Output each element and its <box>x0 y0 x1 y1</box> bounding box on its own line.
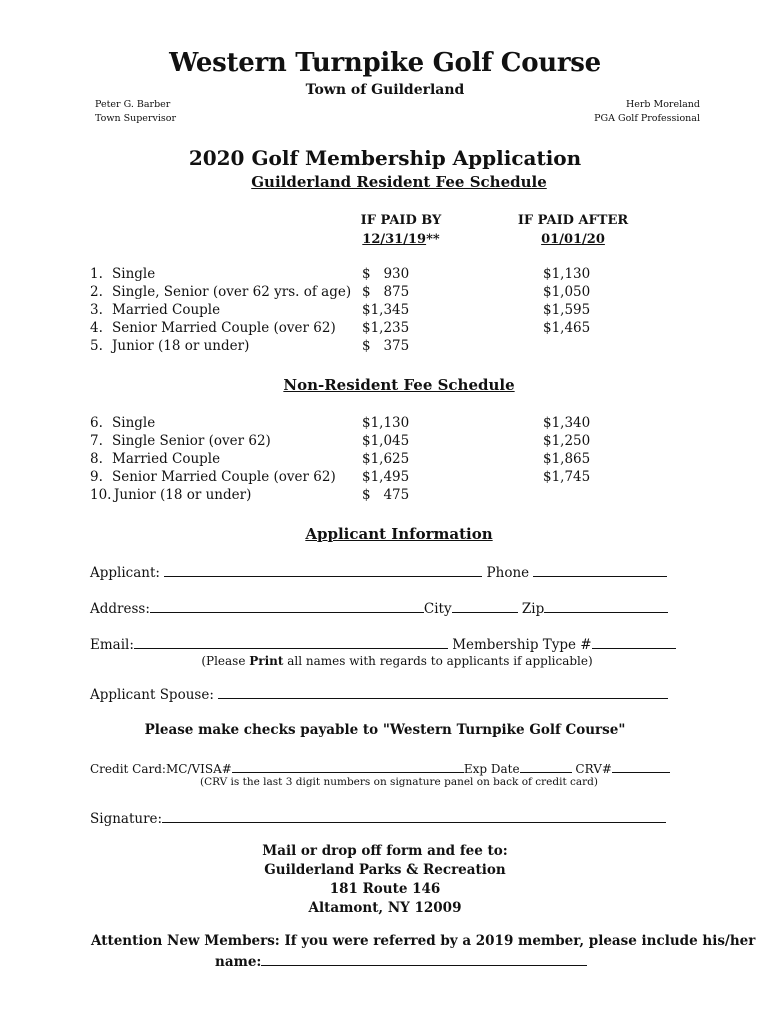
fee-row <box>0 451 770 469</box>
resident-heading: Guilderland Resident Fee Schedule <box>251 173 547 191</box>
spouse-label: Applicant Spouse: <box>90 687 214 703</box>
applicant-line <box>90 564 667 581</box>
col-paid-after-header <box>508 211 638 249</box>
pro-role: PGA Golf Professional <box>594 113 700 124</box>
email-field[interactable] <box>134 636 448 649</box>
pro-name: Herb Moreland <box>625 99 700 110</box>
fee-row <box>0 338 770 356</box>
spouse-field[interactable] <box>218 686 668 699</box>
credit-card-line <box>90 760 670 776</box>
fee-number: 1. <box>90 266 103 282</box>
col-paid-by-header <box>346 211 456 249</box>
col-paid-after-date: 01/01/20 <box>541 232 605 247</box>
fee-row <box>0 433 770 451</box>
address-label: Address: <box>90 601 150 617</box>
email-label: Email: <box>90 637 134 653</box>
referrer-line <box>215 953 587 970</box>
fee-row <box>0 415 770 433</box>
fee-after: $1,050 <box>543 284 591 300</box>
fee-number: 8. <box>90 451 103 467</box>
fee-row <box>0 320 770 338</box>
fee-after: $1,745 <box>543 469 591 485</box>
fee-before: $1,045 <box>362 433 410 449</box>
checks-payable-note: Please make checks payable to "Western Turnpike Golf Course" <box>144 722 626 738</box>
col-paid-by-date: 12/31/19 <box>362 232 427 247</box>
fee-before: $1,495 <box>362 469 410 485</box>
fee-row <box>0 469 770 487</box>
zip-label: Zip <box>521 601 545 617</box>
crv-label: CRV# <box>575 762 612 776</box>
fee-before: $ 930 <box>362 266 410 282</box>
col-paid-by-date-line <box>346 230 456 249</box>
spouse-line <box>90 686 668 703</box>
fee-name: Single <box>112 415 156 431</box>
fee-number: 3. <box>90 302 103 318</box>
print-note-end: all names with regards to applicants if applicable) <box>283 654 593 668</box>
fee-name: Married Couple <box>112 302 221 318</box>
supervisor-role: Town Supervisor <box>95 113 177 124</box>
referrer-name-field[interactable] <box>261 953 587 966</box>
signature-label: Signature: <box>90 811 163 827</box>
col-paid-after-label: IF PAID AFTER <box>517 213 629 228</box>
fee-name: Married Couple <box>112 451 221 467</box>
signature-field[interactable] <box>162 810 666 823</box>
col-paid-by-suffix: ** <box>426 232 440 247</box>
pro-block <box>594 98 700 126</box>
crv-note: (CRV is the last 3 digit numbers on signature panel on back of credit card) <box>199 776 599 788</box>
mail-line-2: Guilderland Parks & Recreation <box>264 862 506 878</box>
phone-label: Phone <box>486 565 530 581</box>
fee-after: $1,865 <box>543 451 591 467</box>
credit-card-label: Credit Card:MC/VISA# <box>90 762 232 776</box>
print-note-start: (Please <box>201 654 250 668</box>
city-label: City <box>423 601 452 617</box>
fee-name: Single Senior (over 62) <box>112 433 271 449</box>
fee-before: $1,235 <box>362 320 410 336</box>
fee-before: $1,130 <box>362 415 410 431</box>
fee-name: Junior (18 or under) <box>112 338 250 354</box>
email-line <box>90 636 676 653</box>
fee-name: Single, Senior (over 62 yrs. of age) <box>112 284 352 300</box>
fee-name: Junior (18 or under) <box>114 487 252 503</box>
fee-after: $1,340 <box>543 415 591 431</box>
fee-before: $ 475 <box>362 487 410 503</box>
city-field[interactable] <box>452 600 518 613</box>
mail-instructions <box>0 842 770 918</box>
membership-type-field[interactable] <box>592 636 676 649</box>
fee-after: $1,595 <box>543 302 591 318</box>
fee-number: 10. <box>90 487 112 503</box>
mail-line-1: Mail or drop off form and fee to: <box>262 843 508 859</box>
applicant-field[interactable] <box>164 564 482 577</box>
application-title: 2020 Golf Membership Application <box>188 146 582 170</box>
attention-line: Attention New Members: If you were referred by a 2019 member, please include his/her <box>91 933 756 949</box>
address-field[interactable] <box>150 600 424 613</box>
applicant-label: Applicant: <box>90 565 160 581</box>
fee-before: $1,345 <box>362 302 410 318</box>
col-paid-by-label: IF PAID BY <box>360 213 442 228</box>
fee-before: $1,625 <box>362 451 410 467</box>
credit-card-field[interactable] <box>232 760 464 773</box>
fee-row <box>0 487 770 505</box>
fee-number: 2. <box>90 284 103 300</box>
col-paid-after-date-line <box>508 230 638 249</box>
fee-row <box>0 266 770 284</box>
fee-number: 4. <box>90 320 103 336</box>
fee-after: $1,465 <box>543 320 591 336</box>
supervisor-name: Peter G. Barber <box>95 99 171 110</box>
fee-name: Senior Married Couple (over 62) <box>112 469 336 485</box>
fee-row <box>0 284 770 302</box>
print-note <box>12 654 770 668</box>
fee-before: $ 875 <box>362 284 410 300</box>
fee-before: $ 375 <box>362 338 410 354</box>
exp-date-field[interactable] <box>520 760 572 773</box>
address-line <box>90 600 668 617</box>
crv-field[interactable] <box>612 760 670 773</box>
print-note-emphasis: Print <box>249 654 284 668</box>
fee-number: 5. <box>90 338 103 354</box>
town-subtitle: Town of Guilderland <box>305 82 465 98</box>
fee-name: Senior Married Couple (over 62) <box>112 320 336 336</box>
mail-line-3: 181 Route 146 <box>329 881 441 897</box>
zip-field[interactable] <box>544 600 668 613</box>
supervisor-block <box>95 98 176 126</box>
course-title: Western Turnpike Golf Course <box>169 48 601 78</box>
fee-after: $1,130 <box>543 266 591 282</box>
membership-type-label: Membership Type # <box>452 637 592 653</box>
exp-date-label: Exp Date <box>463 762 520 776</box>
fee-number: 6. <box>90 415 103 431</box>
fee-number: 7. <box>90 433 103 449</box>
nonresident-heading: Non-Resident Fee Schedule <box>283 376 515 394</box>
phone-field[interactable] <box>533 564 667 577</box>
applicant-heading: Applicant Information <box>305 525 493 543</box>
fee-number: 9. <box>90 469 103 485</box>
mail-line-4: Altamont, NY 12009 <box>308 900 462 916</box>
fee-after: $1,250 <box>543 433 591 449</box>
signature-line <box>90 810 666 827</box>
referrer-label: name: <box>215 954 262 970</box>
fee-name: Single <box>112 266 156 282</box>
fee-row <box>0 302 770 320</box>
